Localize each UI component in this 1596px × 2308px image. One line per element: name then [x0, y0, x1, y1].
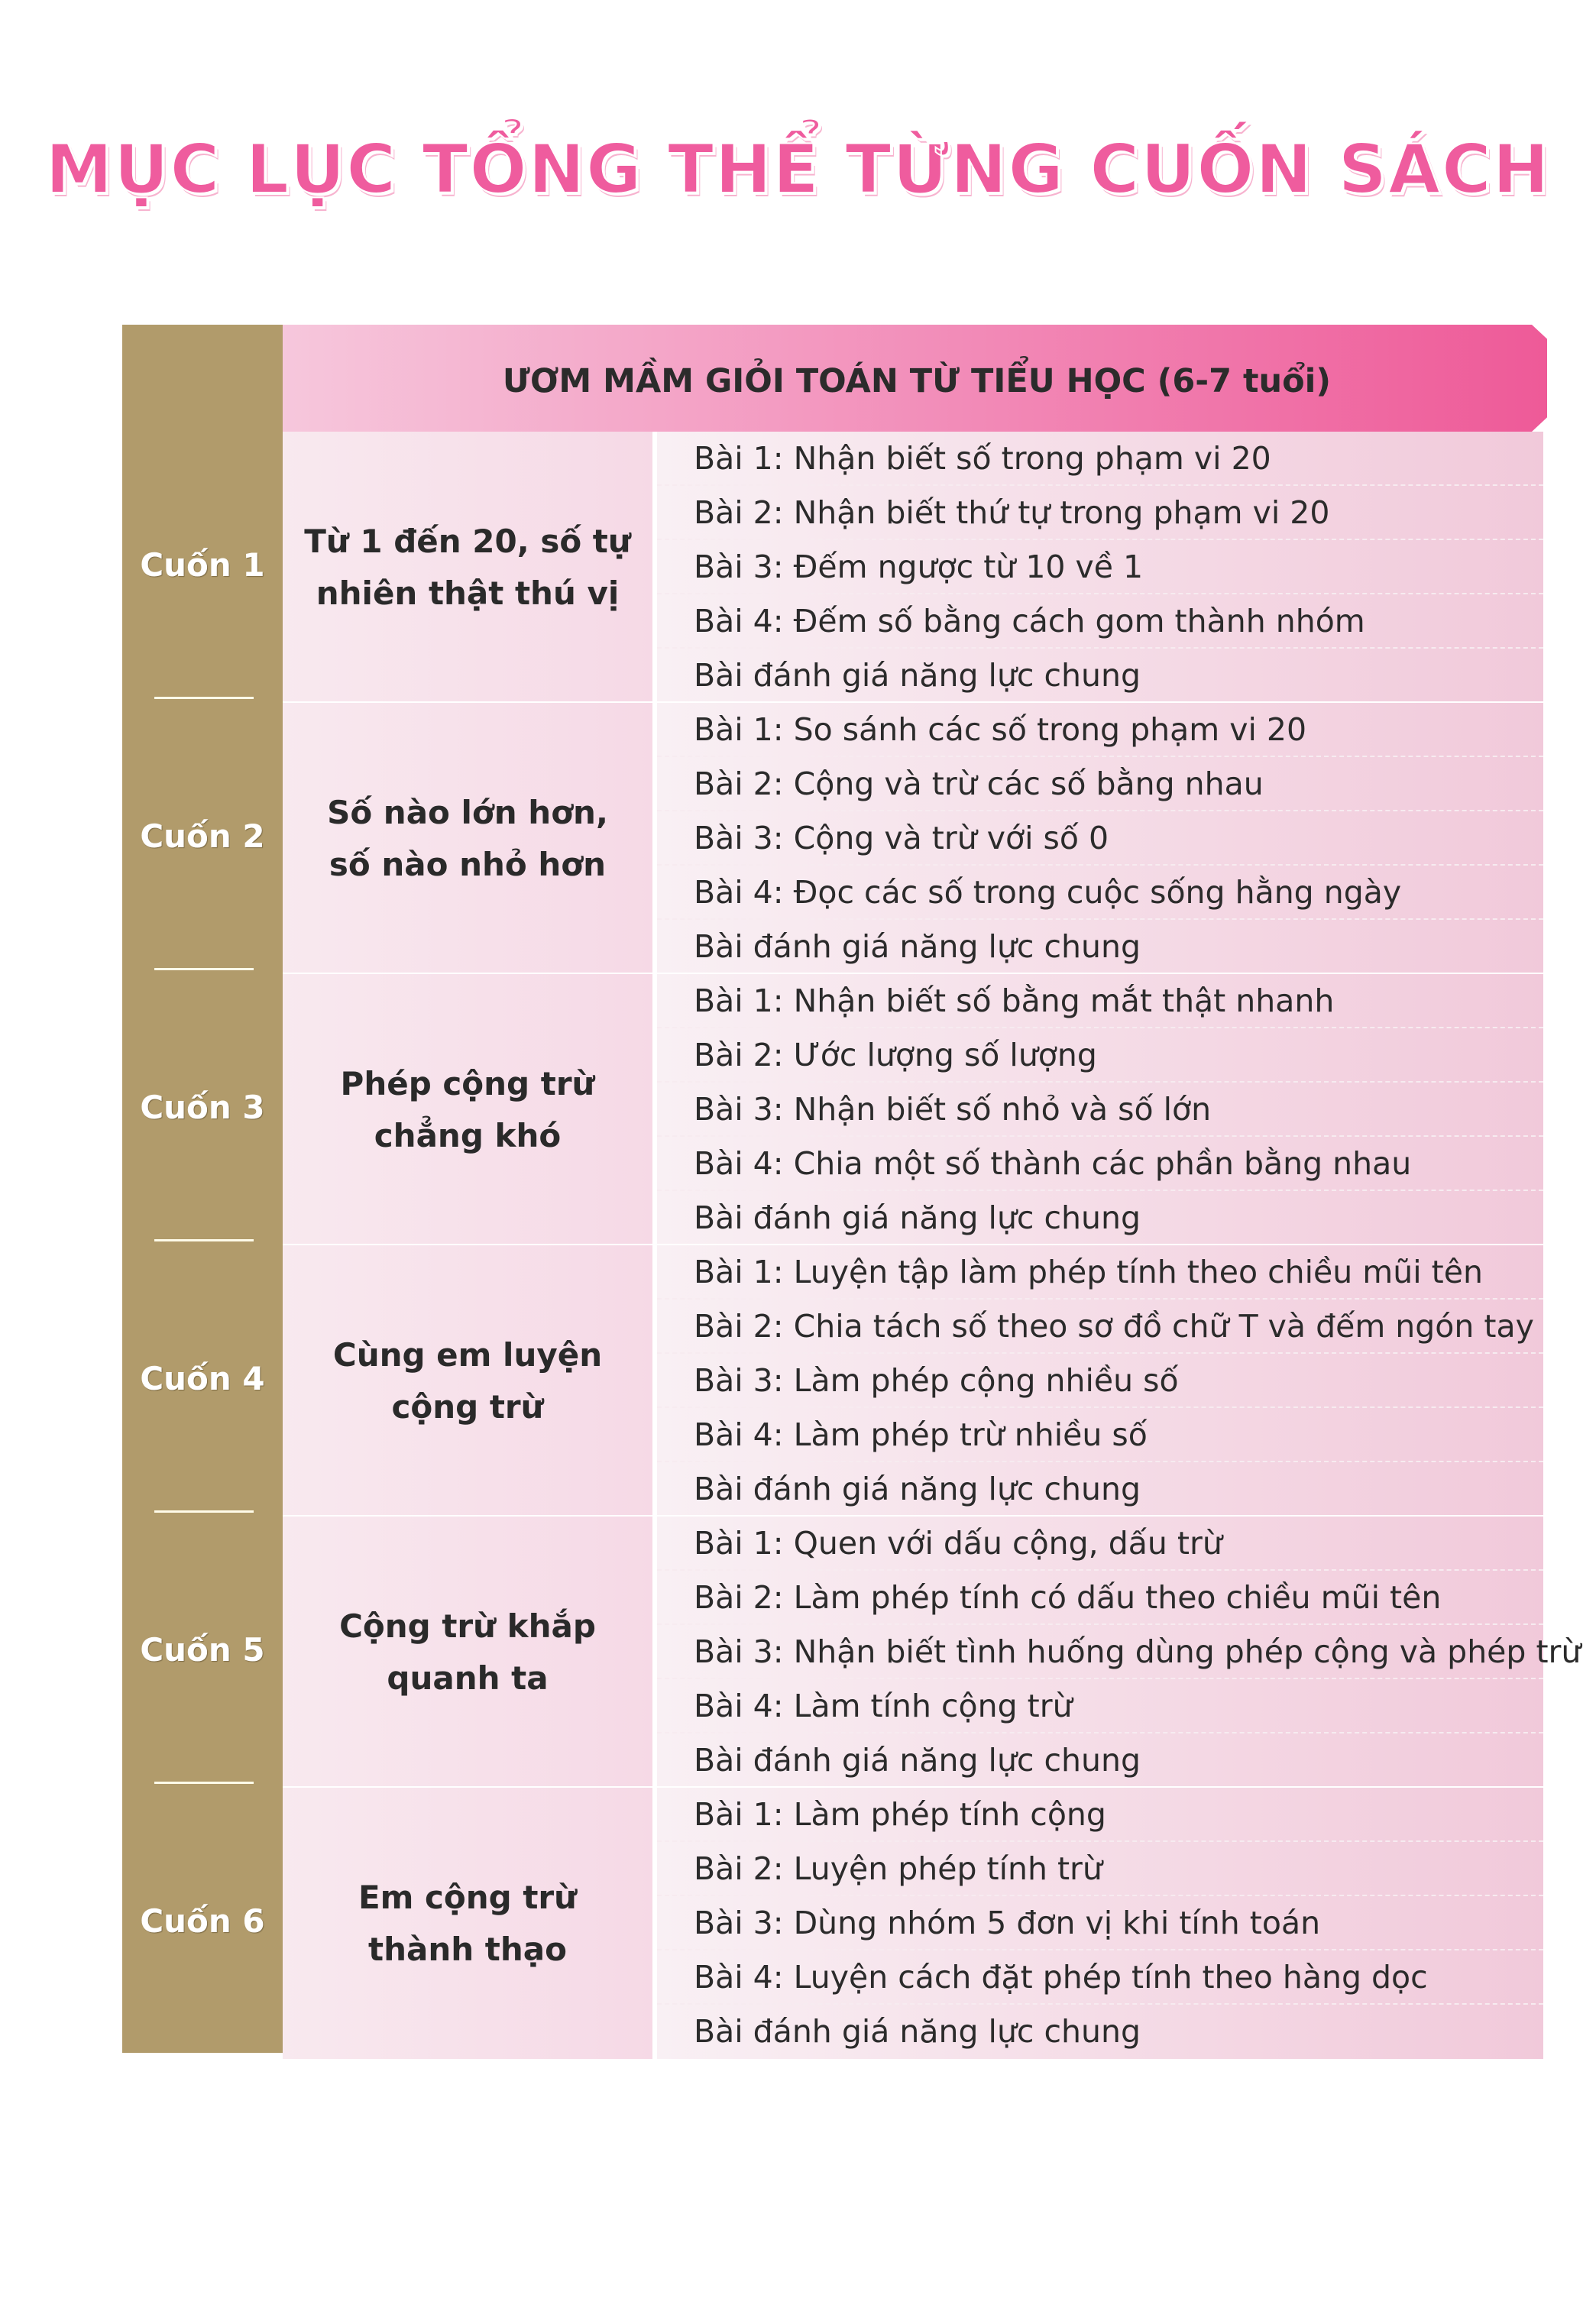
- list-item: [657, 1788, 1543, 1842]
- lesson-title: Bài 4: Đếm số bằng cách gom thành nhóm: [694, 603, 1365, 639]
- list-item: [657, 540, 1543, 594]
- book-title-cell: [283, 974, 652, 1245]
- lesson-title: Bài đánh giá năng lực chung: [694, 657, 1141, 694]
- list-item: [657, 1517, 1543, 1571]
- lesson-list: [657, 432, 1543, 703]
- book-separator: [154, 1782, 254, 1784]
- lesson-title: Bài đánh giá năng lực chung: [694, 1742, 1141, 1779]
- book-label: Cuốn 2: [140, 817, 265, 855]
- book-title-line: thành thạo: [368, 1930, 567, 1968]
- lesson-list: [657, 1517, 1581, 1788]
- list-item: [657, 866, 1543, 920]
- page-title: MỤC LỤC TỔNG THỂ TỪNG CUỐN SÁCH: [45, 130, 1551, 209]
- lesson-list: [657, 974, 1543, 1245]
- book-label: Cuốn 6: [140, 1902, 265, 1940]
- book-label: Cuốn 3: [140, 1089, 265, 1126]
- lesson-title: Bài 4: Chia một số thành các phần bằng nhau: [694, 1145, 1412, 1182]
- book-title-cell: [283, 432, 652, 703]
- list-item: [657, 1191, 1543, 1245]
- list-item: [657, 1950, 1543, 2005]
- lesson-title: Bài 1: Quen với dấu cộng, dấu trừ: [694, 1525, 1222, 1562]
- list-item: [657, 811, 1543, 866]
- book-title-line: Từ 1 đến 20, số tự: [304, 522, 631, 560]
- lesson-title: Bài 3: Nhận biết tình huống dùng phép cộng và phép trừ: [694, 1633, 1581, 1670]
- list-item: [657, 703, 1543, 757]
- book-title: [299, 1329, 636, 1433]
- list-item: [657, 432, 1543, 486]
- lesson-title: Bài 1: Nhận biết số bằng mắt thật nhanh: [694, 982, 1335, 1019]
- book-title-cell: [283, 1245, 652, 1517]
- book-separator: [154, 968, 254, 970]
- series-title: ƯƠM MẦM GIỎI TOÁN TỪ TIỂU HỌC (6-7 tuổi): [502, 362, 1332, 400]
- list-item: [657, 1408, 1543, 1462]
- lesson-list: [657, 1245, 1543, 1517]
- lesson-title: Bài 2: Nhận biết thứ tự trong phạm vi 20: [694, 494, 1330, 531]
- lesson-title: Bài 3: Dùng nhóm 5 đơn vị khi tính toán: [694, 1905, 1321, 1941]
- list-item: [657, 974, 1543, 1028]
- list-item: [657, 757, 1543, 811]
- lesson-title: Bài 1: Làm phép tính cộng: [694, 1796, 1106, 1833]
- list-item: [657, 594, 1543, 649]
- book-title-line: Số nào lớn hơn,: [327, 793, 608, 831]
- list-item: [657, 1300, 1543, 1354]
- lesson-list: [657, 703, 1543, 974]
- book-title-line: Cộng trừ khắp: [339, 1607, 596, 1645]
- book-title-line: số nào nhỏ hơn: [329, 845, 607, 883]
- list-item: [657, 1028, 1543, 1083]
- book-column: [122, 325, 283, 2053]
- book-title-line: Phép cộng trừ: [340, 1064, 595, 1102]
- lesson-list: [657, 1788, 1543, 2059]
- lesson-title: Bài 3: Cộng và trừ với số 0: [694, 820, 1109, 856]
- book-title-line: Em cộng trừ: [358, 1878, 578, 1916]
- lesson-title: Bài 2: Ước lượng số lượng: [694, 1037, 1097, 1073]
- list-item: [657, 1733, 1543, 1788]
- table-of-contents: [122, 325, 1589, 2053]
- book-label: Cuốn 4: [140, 1360, 265, 1397]
- book-title-cell: [283, 1788, 652, 2059]
- column-divider: [652, 432, 657, 2053]
- book-title-line: cộng trừ: [391, 1387, 544, 1426]
- lesson-title: Bài 2: Chia tách số theo sơ đồ chữ T và đếm ngón tay: [694, 1308, 1534, 1345]
- book-title-cell: [283, 703, 652, 974]
- list-item: [657, 2005, 1543, 2059]
- book-title: [299, 516, 636, 620]
- list-item: [657, 1625, 1581, 1679]
- lesson-title: Bài 2: Cộng và trừ các số bằng nhau: [694, 766, 1264, 802]
- list-item: [657, 486, 1543, 540]
- list-item: [657, 1354, 1543, 1408]
- lesson-title: Bài 3: Làm phép cộng nhiều số: [694, 1362, 1179, 1399]
- lesson-title: Bài 2: Luyện phép tính trừ: [694, 1850, 1102, 1887]
- book-title-cell: [283, 1517, 652, 1788]
- list-item: [657, 1842, 1543, 1896]
- lesson-title: Bài 1: So sánh các số trong phạm vi 20: [694, 711, 1307, 748]
- book-title: [299, 1872, 636, 1976]
- book-title-line: nhiên thật thú vị: [316, 574, 620, 612]
- lesson-title: Bài 4: Đọc các số trong cuộc sống hằng ngày: [694, 874, 1402, 911]
- book-separator: [154, 1510, 254, 1513]
- lesson-title: Bài 4: Luyện cách đặt phép tính theo hàng dọc: [694, 1959, 1428, 1996]
- lesson-title: Bài 1: Luyện tập làm phép tính theo chiều mũi tên: [694, 1254, 1483, 1290]
- list-item: [657, 1571, 1543, 1625]
- book-label: Cuốn 1: [140, 546, 265, 584]
- list-item: [657, 649, 1543, 703]
- lesson-title: Bài 3: Đếm ngược từ 10 về 1: [694, 549, 1144, 585]
- list-item: [657, 1083, 1543, 1137]
- lesson-title: Bài đánh giá năng lực chung: [694, 1199, 1141, 1236]
- lesson-title: Bài 1: Nhận biết số trong phạm vi 20: [694, 440, 1271, 477]
- lesson-title: Bài đánh giá năng lực chung: [694, 2013, 1141, 2050]
- lesson-title: Bài đánh giá năng lực chung: [694, 928, 1141, 965]
- list-item: [657, 1137, 1543, 1191]
- book-title: [299, 1601, 636, 1704]
- book-title: [299, 1058, 636, 1162]
- list-item: [657, 1896, 1543, 1950]
- book-label: Cuốn 5: [140, 1631, 265, 1669]
- list-item: [657, 1679, 1543, 1733]
- lesson-title: Bài 2: Làm phép tính có dấu theo chiều mũi tên: [694, 1579, 1442, 1616]
- book-title: [299, 787, 636, 891]
- book-title-line: chẳng khó: [374, 1116, 562, 1154]
- lesson-title: Bài 3: Nhận biết số nhỏ và số lớn: [694, 1091, 1212, 1128]
- book-separator: [154, 697, 254, 699]
- list-item: [657, 1462, 1543, 1517]
- list-item: [657, 920, 1543, 974]
- book-separator: [154, 1239, 254, 1241]
- book-title-line: quanh ta: [387, 1659, 549, 1697]
- list-item: [657, 1245, 1543, 1300]
- lesson-title: Bài 4: Làm phép trừ nhiều số: [694, 1416, 1148, 1453]
- lesson-title: Bài đánh giá năng lực chung: [694, 1471, 1141, 1507]
- book-title-line: Cùng em luyện: [332, 1335, 603, 1374]
- lesson-title: Bài 4: Làm tính cộng trừ: [694, 1688, 1073, 1724]
